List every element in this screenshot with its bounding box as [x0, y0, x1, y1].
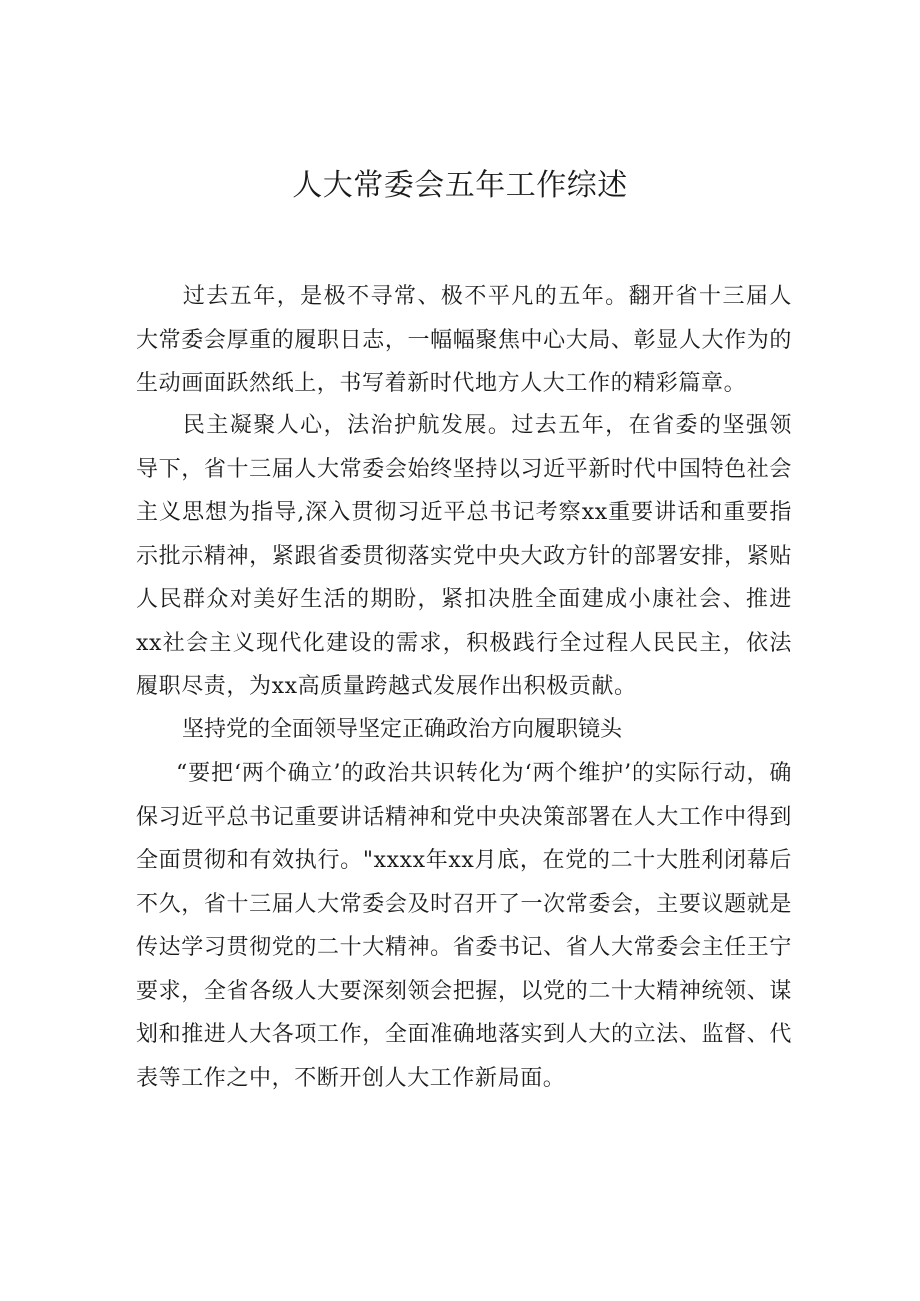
paragraph-section-body [136, 752, 792, 1100]
paragraph-overview-text: 民主凝聚人心，法治护航发展。过去五年，在省委的坚强领导下，省十三届人大常委会始终坚持以习近平新时代中国特色社会主义思想为指导,深入贯彻习近平总书记考察xx重要讲话和重要指示批示精神，紧跟省委贯彻落实党中央大政方针的部署安排，紧贴人民群众对美好生活的期盼，紧扣决胜全面建成小康社会、推进xx社会主义现代化建设的需求，积极践行全过程人民民主，依法履职尽责，为xx高质量跨越式发展作出积极贡献。 [136, 413, 792, 699]
paragraph-intro [136, 275, 792, 406]
paragraph-overview [136, 404, 792, 709]
section-heading: 坚持党的全面领导坚定正确政治方向履职镜头 [182, 717, 623, 742]
document-title: 人大常委会五年工作综述 [292, 168, 628, 203]
paragraph-intro-text: 过去五年，是极不寻常、极不平凡的五年。翻开省十三届人大常委会厚重的履职日志，一幅幅聚焦中心大局、彰显人大作为的生动画面跃然纸上，书写着新时代地方人大工作的精彩篇章。 [136, 284, 792, 396]
paragraph-section-body-text: “要把‘两个确立’的政治共识转化为‘两个维护’的实际行动，确保习近平总书记重要讲话精神和党中央决策部署在人大工作中得到全面贯彻和有效执行。"xxxx年xx月底，在党的二十大胜利闭幕后不久，省十三届人大常委会及时召开了一次常委会，主要议题就是传达学习贯彻党的二十大精神。省委书记、省人大常委会主任王宁要求，全省各级人大要深刻领会把握，以党的二十大精神统领、谋划和推进人大各项工作，全面准确地落实到人大的立法、监督、代表等工作之中，不断开创人大工作新局面。 [136, 761, 792, 1091]
